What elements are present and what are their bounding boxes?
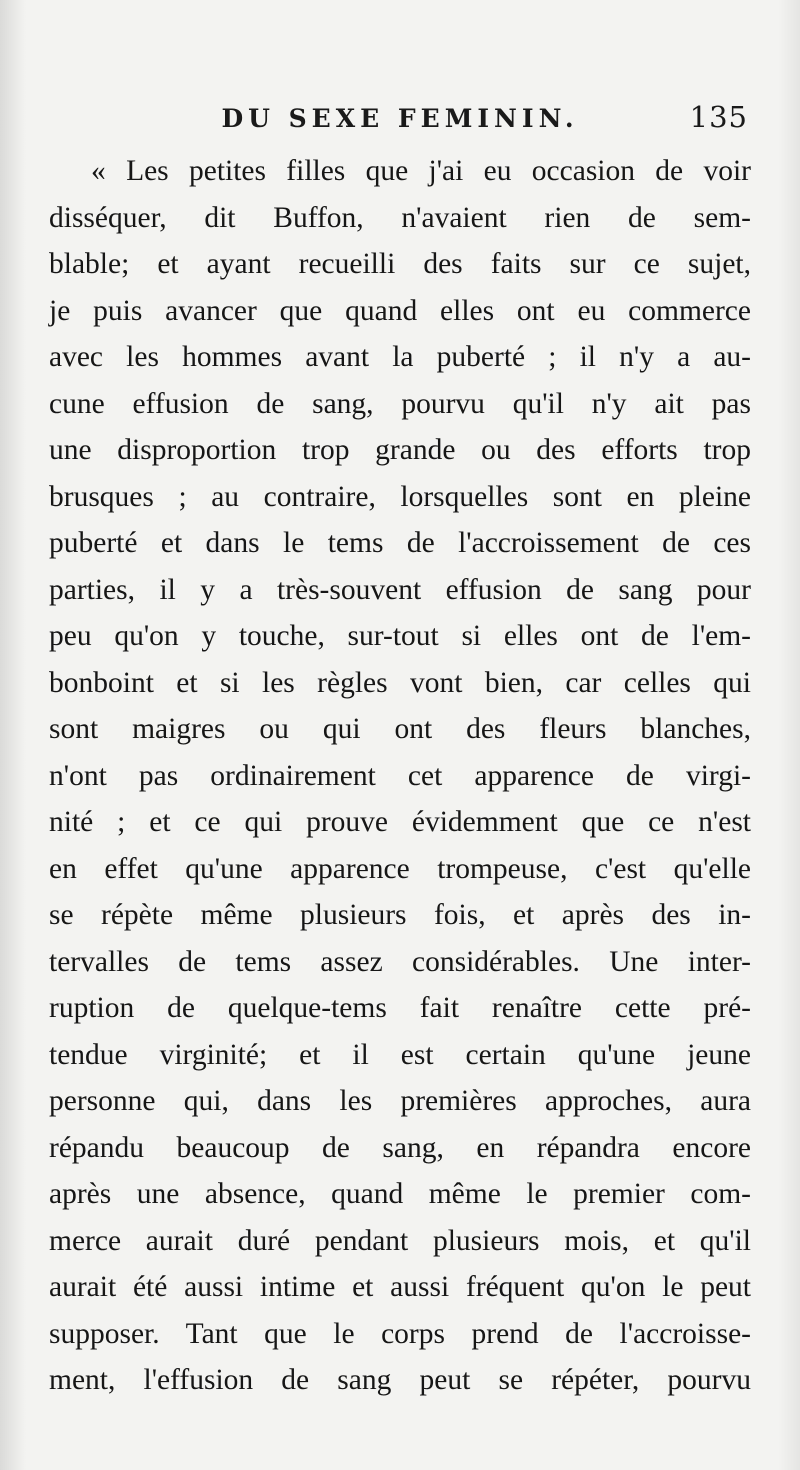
text-line: aurait été aussi intime et aussi fréquent qu'on le peut — [49, 1271, 751, 1303]
text-line: se répète même plusieurs fois, et après des in- — [49, 899, 751, 931]
text-line: ruption de quelque-tems fait renaître cette pré- — [49, 992, 751, 1024]
text-line: parties, il y a très-souvent effusion de sang pour — [49, 573, 751, 606]
text-line: disséquer, dit Buffon, n'avaient rien de sem- — [49, 201, 751, 234]
text-line: merce aurait duré pendant plusieurs mois, et qu'il — [49, 1224, 751, 1257]
text-line: nité ; et ce qui prouve évidemment que ce n'est — [49, 806, 751, 838]
page-number: 135 — [689, 100, 748, 134]
text-line: en effet qu'une apparence trompeuse, c'est qu'elle — [49, 852, 751, 885]
text-line: ment, l'effusion de sang peut se répéter, pourvu — [49, 1364, 751, 1396]
text-line: peu qu'on y touche, sur-tout si elles ont de l'em- — [49, 620, 751, 652]
running-title: DU SEXE FEMININ. — [221, 104, 579, 133]
text-line: sont maigres ou qui ont des fleurs blanches, — [49, 713, 751, 745]
text-line: tervalles de tems assez considérables. Une inter- — [49, 945, 751, 978]
text-line: blable; et ayant recueilli des faits sur ce sujet, — [49, 248, 751, 280]
text-line: bonboint et si les règles vont bien, car celles qui — [49, 666, 751, 699]
text-line: supposer. Tant que le corps prend de l'accroisse- — [49, 1317, 751, 1350]
text-line: répandu beaucoup de sang, en répandra encore — [49, 1131, 751, 1164]
text-line: puberté et dans le tems de l'accroissement de ces — [49, 527, 751, 559]
running-head — [50, 100, 750, 140]
text-line: avec les hommes avant la puberté ; il n'y a au- — [49, 341, 751, 373]
text-line: tendue virginité; et il est certain qu'une jeune — [49, 1038, 751, 1071]
text-line: cune effusion de sang, pourvu qu'il n'y ait pas — [49, 387, 751, 420]
text-line: je puis avancer que quand elles ont eu commerce — [49, 294, 751, 327]
text-line: après une absence, quand même le premier com- — [49, 1178, 751, 1210]
text-line: « Les petites filles que j'ai eu occasion de voir — [91, 155, 751, 187]
text-line: une disproportion trop grande ou des efforts trop — [49, 434, 751, 466]
text-line: n'ont pas ordinairement cet apparence de virgi- — [49, 759, 751, 792]
text-line: brusques ; au contraire, lorsquelles sont en pleine — [49, 480, 751, 513]
body-text — [49, 148, 751, 1404]
text-line: personne qui, dans les premières approches, aura — [49, 1085, 751, 1117]
